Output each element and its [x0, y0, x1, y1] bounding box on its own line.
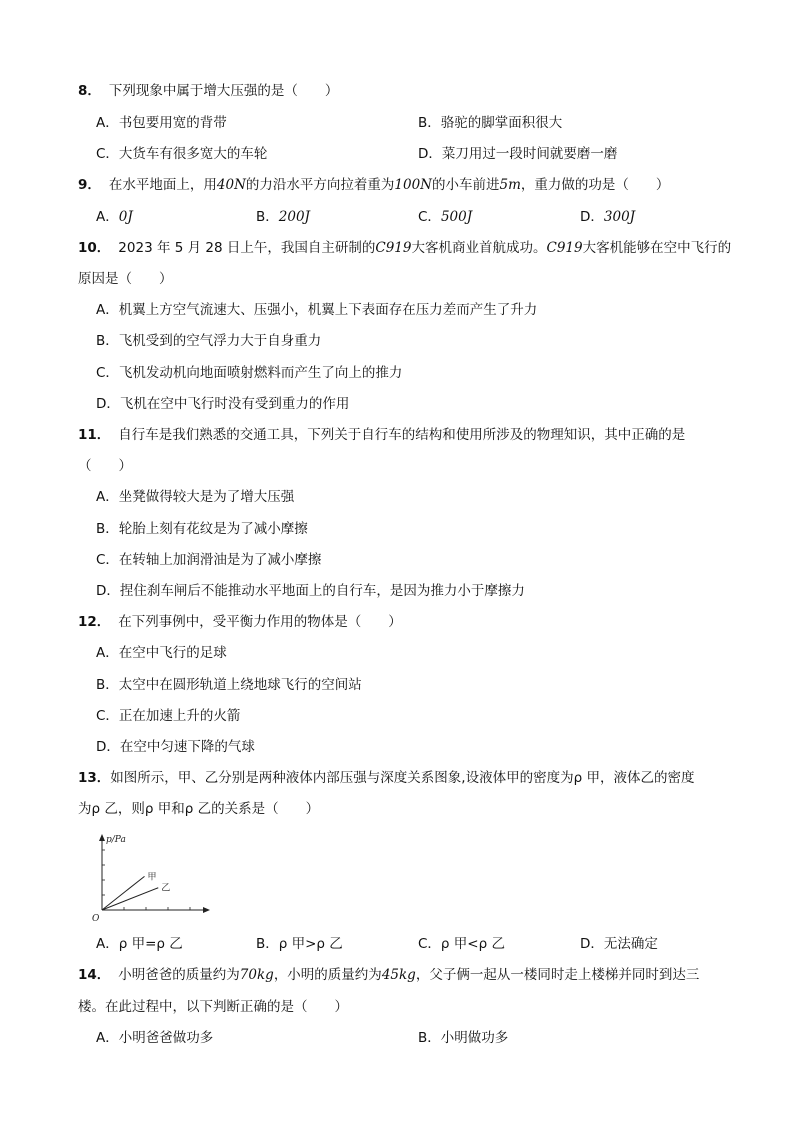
question-text: 如图所示，甲、乙分别是两种液体内部压强与深度关系图象,设液体甲的密度为ρ 甲，液体乙的密度 — [110, 770, 695, 786]
question-number: 12． — [78, 614, 111, 630]
question-text: 自行车是我们熟悉的交通工具，下列关于自行车的结构和使用所涉及的物理知识，其中正确的是 — [118, 427, 686, 443]
option-letter: B． — [256, 209, 279, 225]
q8-option-a: A．书包要用宽的背带 — [96, 115, 227, 131]
q13-option-d: D．无法确定 — [580, 936, 658, 952]
q13-option-a: A．ρ 甲=ρ 乙 — [96, 936, 183, 952]
q8-option-c: C．大货车有很多宽大的车轮 — [96, 146, 268, 162]
question-text: ，小明的质量约为 — [273, 967, 382, 983]
option-value: 0J — [118, 209, 133, 225]
q8-option-b: B．骆驼的脚掌面积很大 — [418, 115, 563, 131]
question-9-stem — [78, 176, 669, 194]
y-axis-label: p/Pa — [106, 835, 126, 845]
series-label-yi: 乙 — [161, 883, 171, 894]
option-value: 200J — [278, 209, 310, 225]
question-11-stem — [78, 426, 685, 444]
y-axis-arrow — [99, 834, 105, 841]
q11-option-b: B．轮胎上刻有花纹是为了减小摩擦 — [96, 521, 308, 537]
question-text: 的力沿水平方向拉着重为 — [245, 177, 395, 193]
question-text: 2023 年 5 月 28 日上午，我国自主研制的 — [118, 240, 376, 256]
q9-option-b — [256, 208, 310, 226]
series-label-jia: 甲 — [147, 872, 157, 883]
question-11-stem-line2: （ ） — [78, 458, 132, 474]
question-text: ，父子俩一起从一楼同时走上楼梯并同时到达三 — [415, 967, 700, 983]
question-text: 在水平地面上，用 — [108, 177, 217, 193]
q8-option-d: D．菜刀用过一段时间就要磨一磨 — [418, 146, 618, 162]
question-text: ，重力做的功是（ ） — [520, 177, 670, 193]
q9-option-d — [580, 208, 635, 226]
q13-option-c: C．ρ 甲<ρ 乙 — [418, 936, 505, 952]
question-number: 9． — [78, 177, 101, 193]
question-text: 下列现象中属于增大压强的是（ ） — [108, 83, 339, 99]
question-number: 8． — [78, 83, 101, 99]
force-value: 40N — [216, 177, 246, 193]
question-number: 11． — [78, 427, 111, 443]
q12-option-c: C．正在加速上升的火箭 — [96, 708, 241, 724]
series-line-yi — [102, 888, 158, 910]
q13-option-b: B．ρ 甲>ρ 乙 — [256, 936, 343, 952]
question-text: 在下列事例中，受平衡力作用的物体是（ ） — [118, 614, 402, 630]
q9-option-a — [96, 208, 133, 226]
option-letter: C． — [418, 209, 441, 225]
option-value: 300J — [603, 209, 636, 225]
question-10-stem-line2: 原因是（ ） — [78, 271, 173, 287]
q11-option-c: C．在转轴上加润滑油是为了减小摩擦 — [96, 552, 322, 568]
question-text: 大客机商业首航成功。 — [411, 240, 547, 256]
q12-option-b: B．太空中在圆形轨道上绕地球飞行的空间站 — [96, 677, 362, 693]
option-letter: A． — [96, 209, 119, 225]
weight-value: 100N — [394, 177, 432, 193]
option-letter: D． — [580, 209, 604, 225]
q10-option-a: A．机翼上方空气流速大、压强小，机翼上下表面存在压力差而产生了升力 — [96, 302, 538, 318]
question-text: 小明爸爸的质量约为 — [118, 967, 240, 983]
q9-option-c — [418, 208, 472, 226]
plane-model: C919 — [375, 240, 412, 256]
question-number: 10． — [78, 240, 111, 256]
mass-value: 70kg — [239, 967, 274, 983]
x-axis-arrow — [203, 907, 210, 913]
question-14-stem — [78, 966, 699, 984]
q11-option-d: D．捏住刹车闸后不能推动水平地面上的自行车，是因为推力小于摩擦力 — [96, 583, 525, 599]
option-value: 500J — [440, 209, 473, 225]
q14-option-a: A．小明爸爸做功多 — [96, 1030, 214, 1046]
q10-option-d: D．飞机在空中飞行时没有受到重力的作用 — [96, 396, 350, 412]
series-line-jia — [102, 876, 145, 910]
question-number: 13． — [78, 770, 111, 786]
distance-value: 5m — [499, 177, 521, 193]
q12-option-a: A．在空中飞行的足球 — [96, 645, 227, 661]
question-12-stem — [78, 613, 402, 631]
q10-option-c: C．飞机发动机向地面喷射燃料而产生了向上的推力 — [96, 365, 403, 381]
question-13-stem — [78, 769, 694, 787]
pressure-depth-chart — [90, 832, 214, 924]
plane-model: C919 — [546, 240, 583, 256]
q10-option-b: B．飞机受到的空气浮力大于自身重力 — [96, 333, 322, 349]
question-10-stem — [78, 239, 731, 257]
q12-option-d: D．在空中匀速下降的气球 — [96, 739, 255, 755]
question-text: 大客机能够在空中飞行的 — [582, 240, 732, 256]
question-text: 的小车前进 — [432, 177, 500, 193]
question-14-stem-line2: 楼。在此过程中，以下判断正确的是（ ） — [78, 999, 348, 1015]
q14-option-b: B．小明做功多 — [418, 1030, 509, 1046]
mass-value: 45kg — [381, 967, 416, 983]
question-13-stem-line2: 为ρ 乙，则ρ 甲和ρ 乙的关系是（ ） — [78, 801, 320, 817]
origin-label: O — [92, 914, 100, 924]
q11-option-a: A．坐凳做得较大是为了增大压强 — [96, 489, 295, 505]
question-number: 14． — [78, 967, 111, 983]
question-8-stem — [78, 82, 338, 100]
